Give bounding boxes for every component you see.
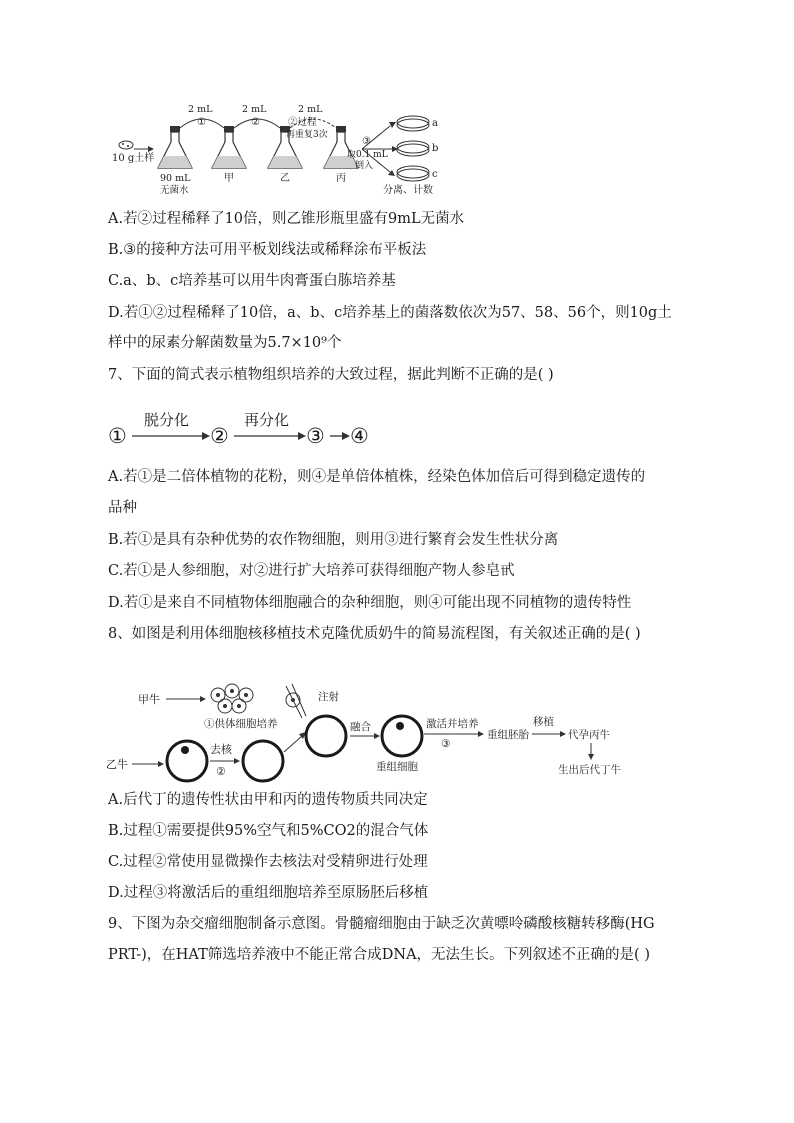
step-3-label: ③ bbox=[441, 738, 451, 750]
arrow-head bbox=[148, 146, 154, 152]
dilution-figure bbox=[100, 100, 460, 202]
q7-option-d: D.若①是来自不同植物体细胞融合的杂种细胞，则④可能出现不同植物的遗传特性 bbox=[108, 595, 632, 611]
soil-icon bbox=[119, 141, 133, 149]
arrow-3-head bbox=[342, 432, 350, 440]
q9-stem-line2: PRT-)，在HAT筛选培养液中不能正常合成DNA，无法生长。下列叙述不正确的是( ) bbox=[108, 947, 650, 963]
flask-bing-label: 丙 bbox=[336, 173, 346, 184]
q7-stem: 7、下面的简式表示植物组织培养的大致过程，据此判断不正确的是( ) bbox=[108, 367, 554, 383]
step-3-label: ③ bbox=[362, 136, 371, 147]
q8-option-c: C.过程②常使用显微操作去核法对受精卵进行处理 bbox=[108, 854, 428, 870]
arrow-enucleate-head bbox=[234, 758, 240, 764]
volume-2: 2 mL bbox=[242, 104, 267, 115]
q7-option-a-line2: 品种 bbox=[108, 500, 137, 516]
flask-bing bbox=[324, 126, 358, 168]
separate-count-label: 分离、计数 bbox=[383, 185, 433, 196]
stage-4: ④ bbox=[350, 424, 369, 448]
donor-cells bbox=[211, 684, 253, 713]
pour-label: 倒入 bbox=[355, 161, 374, 171]
enucleate-label: 去核 bbox=[210, 743, 232, 756]
plate-a-label: a bbox=[432, 118, 438, 129]
q6-option-d-line1: D.若①②过程稀释了10倍，a、b、c培养基上的菌落数依次为57、58、56个，则10g土 bbox=[108, 305, 672, 321]
arrow-birth-head bbox=[588, 754, 594, 760]
arrow-fusion-head bbox=[374, 733, 380, 739]
arrow-2-head bbox=[298, 432, 306, 440]
arrow-head-a bbox=[389, 122, 396, 128]
plate-c-label: c bbox=[432, 169, 438, 180]
flask-jia-label: 甲 bbox=[224, 173, 234, 184]
injection-pipette bbox=[286, 684, 306, 718]
q7-option-b: B.若①是具有杂种优势的农作物细胞，则用③进行繁育会发生性状分离 bbox=[108, 532, 559, 548]
soil-label: 10 g土样 bbox=[112, 153, 155, 164]
recon-embryo-label: 重组胚胎 bbox=[487, 729, 529, 741]
q6-option-c: C.a、b、c培养基可以用牛肉膏蛋白胨培养基 bbox=[108, 273, 396, 289]
water-label: 无菌水 bbox=[160, 185, 189, 196]
q8-stem: 8、如图是利用体细胞核移植技术克隆优质奶牛的简易流程图，有关叙述正确的是( ) bbox=[108, 626, 641, 642]
water-volume: 90 mL bbox=[160, 173, 191, 184]
flask-jia bbox=[212, 126, 246, 168]
arrow-up bbox=[284, 736, 302, 752]
donor-culture-label: ①供体细胞培养 bbox=[204, 718, 278, 730]
q6-option-d-line2: 样中的尿素分解菌数量为5.7×10⁹个 bbox=[108, 335, 342, 351]
q8-option-b: B.过程①需要提供95%空气和5%CO2的混合气体 bbox=[108, 823, 429, 839]
plate-a bbox=[397, 116, 429, 131]
repeat-label: 再重复3次 bbox=[286, 130, 328, 140]
arrow-yi-head bbox=[158, 761, 164, 767]
step-2-process: ②过程 bbox=[288, 117, 317, 128]
q6-option-a: A.若②过程稀释了10倍，则乙锥形瓶里盛有9mL无菌水 bbox=[108, 211, 465, 227]
reconstructed-cell bbox=[382, 716, 422, 756]
oocyte bbox=[167, 741, 207, 781]
arrow-transplant-head bbox=[560, 731, 566, 737]
transplant-label: 移植 bbox=[533, 716, 554, 728]
take-volume: 取0.1 mL bbox=[347, 150, 388, 160]
step-1-label: ① bbox=[197, 117, 206, 128]
volume-1: 2 mL bbox=[188, 104, 213, 115]
plate-b bbox=[397, 141, 429, 156]
cow-yi-label: 乙牛 bbox=[106, 758, 128, 771]
q6-option-b: B.③的接种方法可用平板划线法或稀释涂布平板法 bbox=[108, 242, 427, 258]
enucleated-oocyte bbox=[243, 741, 283, 781]
arrow-jia-head bbox=[200, 696, 206, 702]
plate-b-label: b bbox=[432, 143, 439, 154]
tissue-culture-figure bbox=[108, 405, 388, 453]
stage-3: ③ bbox=[306, 424, 325, 448]
step-2-label: ② bbox=[216, 765, 226, 778]
q8-option-a: A.后代丁的遗传性状由甲和丙的遗传物质共同决定 bbox=[108, 792, 428, 808]
cow-jia-label: 甲牛 bbox=[138, 693, 160, 706]
q8-option-d: D.过程③将激活后的重组细胞培养至原肠胚后移植 bbox=[108, 885, 429, 901]
arrow-activate-head bbox=[478, 731, 484, 737]
surrogate-label: 代孕丙牛 bbox=[568, 729, 610, 741]
cloning-figure bbox=[106, 680, 646, 785]
dedifferentiation-label: 脱分化 bbox=[144, 411, 190, 429]
arrow-1-head bbox=[202, 432, 210, 440]
q7-option-c: C.若①是人参细胞，对②进行扩大培养可获得细胞产物人参皂甙 bbox=[108, 563, 515, 579]
flask-yi-label: 乙 bbox=[280, 173, 290, 184]
q9-stem-line1: 9、下图为杂交瘤细胞制备示意图。骨髓瘤细胞由于缺乏次黄嘌呤磷酸核糖转移酶(HG bbox=[108, 916, 655, 932]
volume-3: 2 mL bbox=[298, 104, 323, 115]
fusion-label: 融合 bbox=[350, 721, 371, 733]
injected-oocyte bbox=[306, 716, 346, 756]
step-2-label: ② bbox=[251, 117, 260, 128]
stage-2: ② bbox=[210, 424, 229, 448]
q7-option-a-line1: A.若①是二倍体植物的花粉，则④是单倍体植株，经染色体加倍后可得到稳定遗传的 bbox=[108, 469, 646, 485]
plate-c bbox=[397, 166, 429, 181]
stage-1: ① bbox=[108, 424, 127, 448]
flask-1 bbox=[158, 126, 192, 168]
redifferentiation-label: 再分化 bbox=[244, 411, 290, 429]
inject-label: 注射 bbox=[318, 691, 339, 703]
activate-label: 激活并培养 bbox=[426, 718, 479, 730]
recon-cell-label: 重组细胞 bbox=[376, 761, 418, 773]
offspring-label: 生出后代丁牛 bbox=[558, 764, 621, 776]
